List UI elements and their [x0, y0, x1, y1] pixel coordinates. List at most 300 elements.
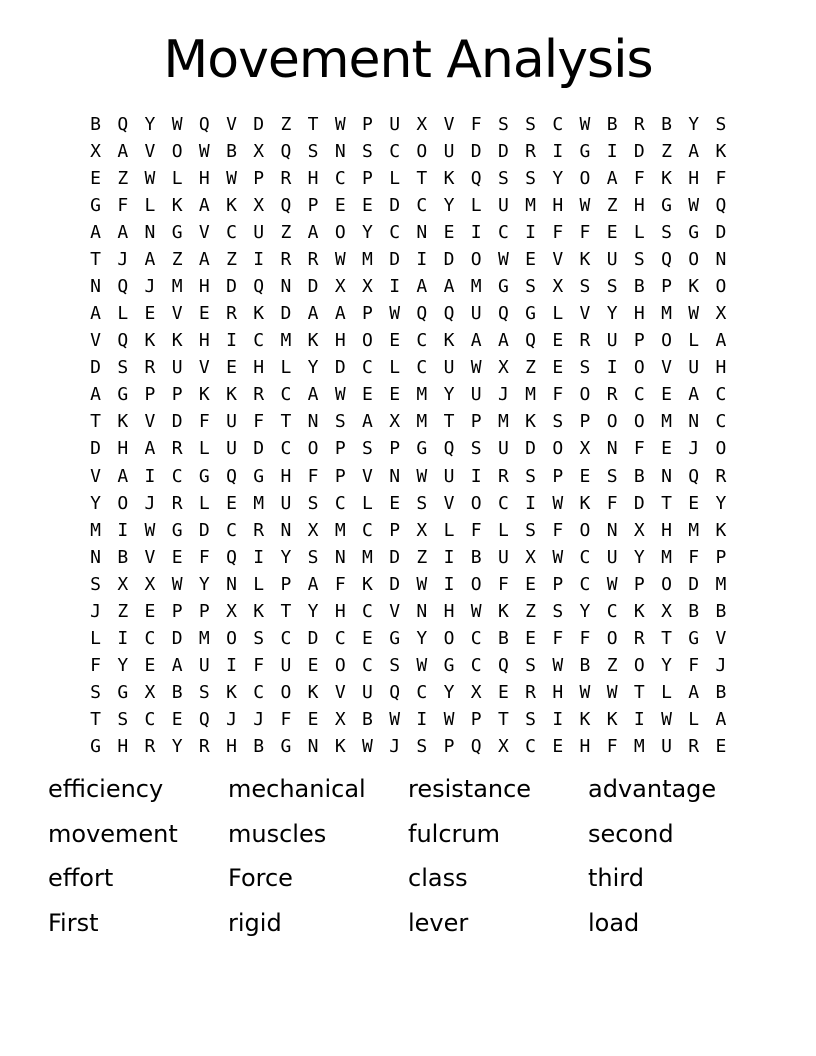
grid-cell: S	[117, 357, 129, 379]
grid-cell: K	[525, 411, 537, 433]
grid-cell: H	[198, 167, 210, 189]
grid-cell: C	[416, 357, 428, 379]
grid-cell: E	[688, 492, 700, 514]
grid-cell: J	[226, 709, 237, 731]
grid-cell: U	[389, 113, 401, 135]
grid-cell: V	[579, 303, 591, 325]
grid-cell: B	[117, 546, 129, 568]
grid-cell: E	[552, 736, 564, 758]
grid-cell: C	[470, 628, 482, 650]
grid-cell: V	[443, 113, 455, 135]
grid-cell: L	[198, 438, 210, 460]
grid-cell: A	[470, 330, 482, 352]
grid-cell: U	[171, 357, 183, 379]
grid-cell: U	[280, 655, 292, 677]
grid-cell: F	[253, 655, 265, 677]
grid-cell: S	[606, 465, 618, 487]
grid-cell: F	[579, 628, 591, 650]
grid-cell: Y	[362, 221, 373, 243]
grid-cell: X	[715, 303, 727, 325]
grid-cell: X	[90, 140, 102, 162]
grid-cell: O	[443, 628, 455, 650]
grid-cell: A	[117, 221, 129, 243]
grid-cell: S	[334, 411, 346, 433]
grid-cell: W	[579, 194, 591, 216]
grid-cell: F	[198, 411, 210, 433]
grid-cell: C	[226, 519, 237, 541]
grid-cell: D	[307, 276, 319, 297]
grid-cell: U	[280, 492, 292, 514]
grid-cell: R	[226, 303, 237, 325]
grid-cell: I	[470, 465, 482, 487]
grid-cell: W	[688, 194, 700, 216]
grid-cell: M	[661, 546, 672, 568]
grid-cell: Y	[198, 573, 210, 595]
grid-cell: A	[90, 221, 102, 243]
grid-cell: C	[362, 600, 373, 622]
grid-cell: L	[144, 194, 156, 216]
grid-cell: R	[280, 248, 292, 270]
grid-cell: V	[334, 682, 346, 704]
grid-cell: W	[171, 113, 183, 135]
grid-cell: Y	[416, 628, 428, 650]
grid-cell: I	[606, 140, 618, 162]
grid-cell: Q	[253, 276, 265, 297]
grid-cell: H	[688, 167, 700, 189]
grid-cell: Q	[198, 113, 210, 135]
grid-cell: M	[198, 628, 210, 650]
grid-cell: V	[144, 411, 156, 433]
grid-cell: A	[144, 438, 156, 460]
grid-cell: N	[90, 276, 102, 297]
grid-cell: Q	[525, 330, 537, 352]
grid-cell: K	[226, 194, 237, 216]
grid-cell: Q	[117, 330, 129, 352]
grid-cell: M	[362, 248, 373, 270]
grid-cell: R	[198, 736, 210, 758]
grid-cell: A	[606, 167, 618, 189]
grid-cell: A	[307, 303, 319, 325]
grid-cell: I	[470, 221, 482, 243]
grid-cell: S	[525, 519, 537, 541]
grid-cell: K	[144, 330, 156, 352]
grid-cell: F	[117, 194, 129, 216]
grid-cell: U	[606, 546, 618, 568]
grid-cell: V	[389, 600, 401, 622]
grid-cell: F	[552, 384, 564, 406]
grid-cell: N	[416, 600, 428, 622]
grid-cell: Z	[171, 248, 183, 270]
grid-cell: J	[144, 276, 156, 297]
grid-cell: B	[226, 140, 237, 162]
grid-cell: D	[688, 573, 700, 595]
grid-cell: B	[606, 113, 618, 135]
grid-cell: A	[90, 303, 102, 325]
grid-cell: C	[525, 736, 537, 758]
grid-cell: D	[90, 357, 102, 379]
grid-cell: X	[144, 682, 156, 704]
grid-cell: V	[715, 628, 727, 650]
grid-cell: R	[171, 492, 183, 514]
grid-cell: L	[688, 330, 700, 352]
grid-cell: D	[253, 113, 265, 135]
grid-cell: I	[416, 248, 428, 270]
grid-cell: E	[226, 357, 237, 379]
grid-cell: Z	[416, 546, 428, 568]
grid-cell: K	[579, 248, 591, 270]
grid-cell: S	[579, 276, 591, 297]
grid-cell: V	[198, 357, 210, 379]
grid-cell: Q	[226, 546, 237, 568]
grid-cell: X	[552, 276, 564, 297]
grid-cell: C	[497, 492, 509, 514]
grid-cell: M	[253, 492, 265, 514]
grid-cell: R	[307, 248, 319, 270]
grid-cell: K	[443, 167, 455, 189]
grid-cell: H	[226, 736, 237, 758]
word-list-item: mechanical	[228, 775, 366, 803]
grid-cell: S	[362, 140, 373, 162]
grid-cell: F	[688, 546, 700, 568]
word-list-item: lever	[408, 908, 469, 937]
grid-cell: X	[497, 736, 509, 758]
grid-cell: H	[633, 194, 645, 216]
grid-cell: A	[715, 330, 727, 352]
grid-cell: P	[389, 519, 401, 541]
grid-cell: Q	[470, 736, 482, 758]
grid-cell: K	[198, 384, 210, 406]
grid-cell: C	[280, 384, 292, 406]
grid-cell: W	[334, 113, 346, 135]
grid-cell: H	[307, 167, 319, 189]
grid-cell: I	[525, 221, 537, 243]
grid-cell: Z	[280, 221, 292, 243]
grid-cell: G	[90, 194, 102, 216]
grid-cell: S	[552, 411, 564, 433]
grid-cell: M	[171, 276, 183, 297]
grid-cell: P	[334, 465, 346, 487]
grid-cell: S	[525, 655, 537, 677]
grid-cell: C	[280, 438, 292, 460]
grid-cell: X	[253, 140, 265, 162]
grid-cell: U	[688, 357, 700, 379]
grid-cell: F	[633, 167, 645, 189]
grid-cell: S	[497, 167, 509, 189]
grid-cell: S	[389, 655, 401, 677]
grid-cell: H	[579, 736, 591, 758]
grid-cell: W	[362, 736, 373, 758]
grid-cell: U	[497, 438, 509, 460]
grid-cell: S	[525, 113, 537, 135]
grid-cell: S	[416, 736, 428, 758]
grid-cell: B	[362, 709, 373, 731]
grid-cell: D	[389, 573, 401, 595]
grid-cell: P	[443, 736, 455, 758]
grid-cell: Q	[497, 655, 509, 677]
grid-cell: K	[307, 330, 319, 352]
grid-cell: G	[661, 194, 672, 216]
grid-cell: H	[198, 330, 210, 352]
grid-cell: R	[525, 682, 537, 704]
grid-cell: B	[470, 546, 482, 568]
grid-cell: C	[334, 628, 346, 650]
grid-cell: Y	[579, 600, 591, 622]
grid-cell: C	[497, 221, 509, 243]
grid-cell: I	[253, 248, 265, 270]
grid-cell: T	[90, 411, 102, 433]
grid-cell: H	[552, 682, 564, 704]
grid-cell: V	[144, 140, 156, 162]
grid-cell: L	[90, 628, 102, 650]
grid-cell: X	[633, 519, 645, 541]
grid-cell: V	[144, 546, 156, 568]
grid-cell: K	[362, 573, 373, 595]
grid-cell: U	[362, 682, 373, 704]
grid-cell: N	[416, 221, 428, 243]
grid-cell: Y	[443, 682, 455, 704]
grid-cell: U	[497, 194, 509, 216]
grid-cell: O	[280, 682, 292, 704]
grid-cell: V	[171, 303, 183, 325]
grid-cell: W	[606, 573, 618, 595]
grid-cell: I	[117, 628, 129, 650]
grid-cell: S	[253, 628, 265, 650]
grid-cell: I	[144, 465, 156, 487]
grid-cell: F	[688, 655, 700, 677]
word-list	[48, 775, 768, 953]
grid-cell: I	[443, 573, 455, 595]
grid-cell: R	[253, 384, 265, 406]
grid-cell: C	[334, 492, 346, 514]
grid-cell: I	[226, 655, 237, 677]
word-list-item: second	[588, 819, 674, 848]
grid-cell: K	[253, 600, 265, 622]
grid-cell: O	[226, 628, 237, 650]
grid-cell: E	[579, 465, 591, 487]
grid-cell: J	[389, 736, 401, 758]
grid-cell: R	[144, 357, 156, 379]
grid-cell: E	[144, 303, 156, 325]
grid-cell: O	[552, 438, 564, 460]
grid-cell: G	[117, 682, 129, 704]
grid-cell: I	[226, 330, 237, 352]
grid-cell: T	[661, 628, 672, 650]
grid-cell: U	[470, 384, 482, 406]
grid-cell: X	[226, 600, 237, 622]
grid-cell: X	[497, 357, 509, 379]
grid-cell: F	[280, 709, 292, 731]
grid-cell: J	[90, 600, 102, 622]
grid-cell: E	[226, 492, 237, 514]
grid-cell: Y	[307, 600, 319, 622]
grid-cell: Q	[226, 465, 237, 487]
grid-cell: B	[661, 113, 672, 135]
grid-cell: Y	[552, 167, 564, 189]
grid-cell: W	[144, 167, 156, 189]
grid-cell: M	[525, 194, 537, 216]
grid-cell: D	[470, 140, 482, 162]
grid-cell: P	[334, 438, 346, 460]
grid-cell: L	[389, 357, 401, 379]
grid-cell: Q	[497, 303, 509, 325]
grid-cell: P	[144, 384, 156, 406]
grid-cell: R	[606, 384, 618, 406]
grid-cell: D	[253, 438, 265, 460]
grid-cell: U	[443, 357, 455, 379]
grid-cell: G	[579, 140, 591, 162]
grid-cell: M	[497, 411, 509, 433]
grid-cell: B	[90, 113, 102, 135]
grid-cell: L	[470, 194, 482, 216]
grid-cell: T	[280, 600, 292, 622]
grid-cell: N	[389, 465, 401, 487]
grid-cell: O	[117, 492, 129, 514]
grid-cell: M	[525, 384, 537, 406]
grid-cell: O	[633, 655, 645, 677]
grid-cell: T	[416, 167, 428, 189]
grid-cell: S	[525, 709, 537, 731]
grid-cell: W	[497, 248, 509, 270]
grid-cell: P	[362, 303, 373, 325]
grid-cell: P	[171, 384, 183, 406]
grid-cell: S	[90, 682, 102, 704]
grid-cell: I	[416, 709, 428, 731]
grid-cell: F	[497, 573, 509, 595]
grid-cell: Q	[443, 303, 455, 325]
grid-cell: W	[416, 655, 428, 677]
word-list-item: resistance	[408, 775, 532, 803]
grid-cell: T	[661, 492, 672, 514]
grid-cell: D	[389, 248, 401, 270]
grid-cell: A	[198, 194, 210, 216]
grid-cell: V	[226, 113, 237, 135]
grid-cell: C	[552, 113, 564, 135]
grid-cell: L	[280, 357, 292, 379]
grid-cell: D	[334, 357, 346, 379]
grid-cell: Q	[443, 438, 455, 460]
grid-cell: K	[715, 519, 727, 541]
grid-cell: N	[307, 411, 319, 433]
grid-cell: R	[253, 519, 265, 541]
grid-cell: C	[362, 655, 373, 677]
grid-cell: V	[362, 465, 373, 487]
grid-cell: S	[606, 276, 618, 297]
grid-cell: X	[389, 411, 401, 433]
grid-cell: U	[253, 221, 265, 243]
grid-cell: I	[633, 709, 645, 731]
grid-cell: O	[606, 411, 618, 433]
grid-cell: W	[334, 248, 346, 270]
grid-cell: P	[362, 113, 373, 135]
grid-cell: U	[198, 655, 210, 677]
grid-cell: G	[117, 384, 129, 406]
grid-cell: X	[362, 276, 373, 297]
grid-cell: O	[606, 628, 618, 650]
grid-cell: Y	[606, 303, 618, 325]
grid-cell: L	[443, 519, 455, 541]
grid-cell: G	[171, 221, 183, 243]
grid-cell: O	[715, 438, 727, 460]
grid-cell: P	[171, 600, 183, 622]
grid-cell: Z	[661, 140, 672, 162]
grid-cell: O	[688, 248, 700, 270]
grid-cell: W	[470, 357, 482, 379]
grid-cell: F	[470, 519, 482, 541]
grid-cell: S	[715, 113, 727, 135]
grid-cell: D	[307, 628, 319, 650]
grid-cell: N	[334, 546, 346, 568]
grid-cell: O	[661, 573, 672, 595]
grid-cell: S	[90, 573, 102, 595]
word-list-item: rigid	[228, 908, 282, 937]
grid-cell: E	[715, 736, 727, 758]
grid-cell: T	[307, 113, 319, 135]
grid-cell: P	[661, 276, 672, 297]
grid-cell: A	[416, 276, 428, 297]
grid-cell: H	[117, 438, 129, 460]
grid-cell: H	[552, 194, 564, 216]
grid-cell: B	[579, 655, 591, 677]
grid-cell: W	[226, 167, 237, 189]
grid-cell: C	[226, 221, 237, 243]
grid-cell: Q	[661, 248, 672, 270]
grid-cell: C	[389, 221, 401, 243]
word-list-item: First	[48, 908, 99, 937]
grid-cell: K	[171, 194, 183, 216]
grid-cell: L	[253, 573, 265, 595]
grid-cell: H	[117, 736, 129, 758]
grid-cell: L	[171, 167, 183, 189]
grid-cell: Y	[443, 194, 455, 216]
grid-cell: S	[307, 492, 319, 514]
word-list-item: load	[588, 908, 640, 937]
grid-cell: Q	[715, 194, 727, 216]
grid-cell: Y	[117, 655, 129, 677]
grid-cell: A	[307, 221, 319, 243]
grid-cell: W	[416, 465, 428, 487]
grid-cell: F	[90, 655, 102, 677]
grid-cell: P	[579, 411, 591, 433]
grid-cell: C	[715, 384, 727, 406]
grid-cell: S	[307, 140, 319, 162]
grid-cell: G	[90, 736, 102, 758]
grid-cell: O	[470, 492, 482, 514]
grid-cell: W	[334, 384, 346, 406]
grid-cell: L	[661, 682, 672, 704]
grid-cell: O	[579, 167, 591, 189]
grid-cell: A	[334, 303, 346, 325]
grid-cell: U	[497, 546, 509, 568]
grid-cell: M	[470, 276, 482, 297]
grid-cell: U	[606, 330, 618, 352]
grid-cell: C	[715, 411, 727, 433]
grid-cell: C	[253, 330, 265, 352]
grid-cell: J	[497, 384, 509, 406]
grid-cell: P	[198, 600, 210, 622]
grid-cell: Z	[117, 600, 129, 622]
grid-cell: T	[633, 682, 645, 704]
grid-cell: A	[307, 384, 319, 406]
grid-cell: F	[334, 573, 346, 595]
grid-cell: R	[579, 330, 591, 352]
grid-cell: Y	[633, 546, 645, 568]
grid-cell: O	[307, 438, 319, 460]
grid-cell: L	[633, 221, 645, 243]
grid-cell: L	[362, 492, 373, 514]
grid-cell: E	[389, 384, 401, 406]
grid-cell: A	[362, 411, 373, 433]
grid-cell: Y	[90, 492, 102, 514]
